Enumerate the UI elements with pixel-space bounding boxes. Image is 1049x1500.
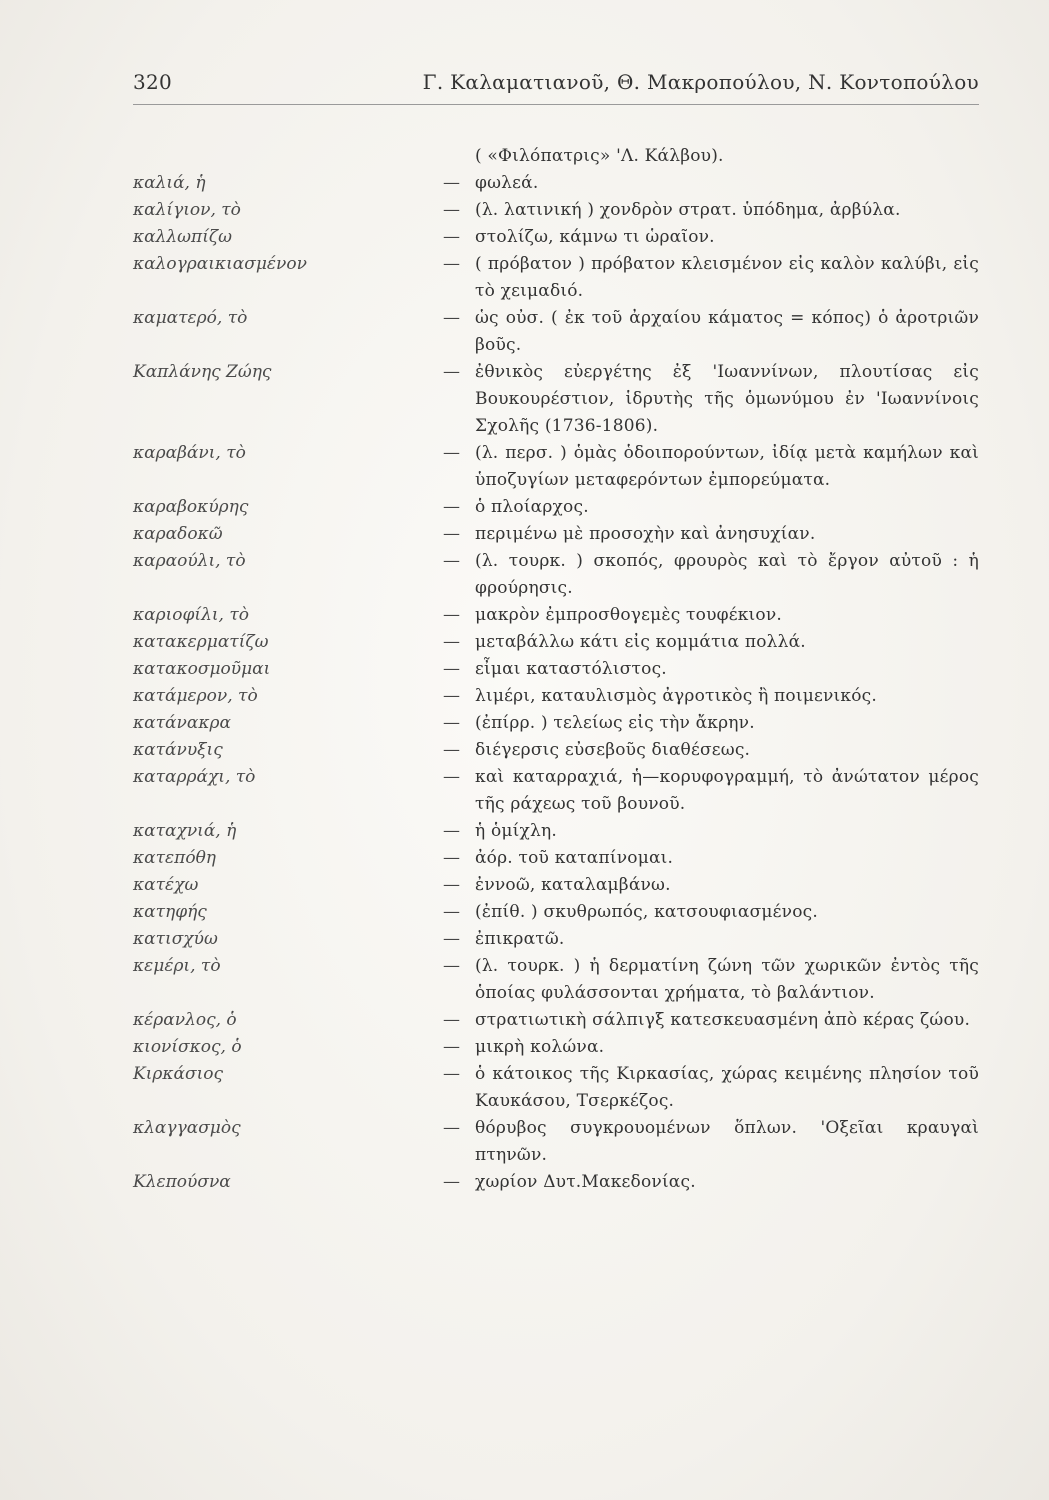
entry-definition: (ἐπίρρ. ) τελείως εἰς τὴν ἄκρην. <box>475 713 755 733</box>
entry-term: καλλωπίζω <box>133 227 232 247</box>
entry-definition: περιμένω μὲ προσοχὴν καὶ ἀνησυχίαν. <box>475 524 816 544</box>
entry-term: καραβοκύρης <box>133 497 249 517</box>
entry-definition: λιμέρι, καταυλισμὸς ἀγροτικὸς ἢ ποιμενικός. <box>475 686 877 706</box>
entry-dash: — <box>443 686 460 706</box>
entry-definition: μεταβάλλω κάτι εἰς κομμάτια πολλά. <box>475 632 806 652</box>
entry-dash: — <box>443 227 460 247</box>
entry-definition: μακρὸν ἐμπροσθογεμὲς τουφέκιον. <box>475 605 782 625</box>
entry-dash: — <box>443 713 460 733</box>
entry-definition: καὶ καταρραχιά, ἡ—κορυφογραμμή, τὸ ἀνώτατον μέρος τῆς ράχεως τοῦ βουνοῦ. <box>475 767 979 814</box>
glossary-entry <box>133 521 979 548</box>
entry-dash: — <box>443 848 460 868</box>
glossary-entry <box>133 899 979 926</box>
entry-term: κατηφής <box>133 902 207 922</box>
entry-dash: — <box>443 362 460 382</box>
glossary-entry <box>133 1034 979 1061</box>
entry-definition: (ἐπίθ. ) σκυθρωπός, κατσουφιασμένος. <box>475 902 818 922</box>
glossary-entries <box>133 143 979 1196</box>
entry-dash: — <box>443 443 460 463</box>
glossary-entry <box>133 224 979 251</box>
entry-dash: — <box>443 1010 460 1030</box>
entry-dash: — <box>443 929 460 949</box>
entry-dash: — <box>443 1064 460 1084</box>
entry-definition: ἡ ὁμίχλη. <box>475 821 558 841</box>
entry-definition: εἶμαι καταστόλιστος. <box>475 659 667 679</box>
entry-term: καριοφίλι, τὸ <box>133 605 249 625</box>
entry-definition: ἀόρ. τοῦ καταπίνομαι. <box>475 848 674 868</box>
entry-term: Κιρκάσιος <box>133 1064 224 1084</box>
entry-definition: ἐθνικὸς εὐεργέτης ἐξ 'Ιωαννίνων, πλουτίσας εἰς Βουκουρέστιον, ἱδρυτὴς τῆς ὁμωνύμου ἐν 'Ιωαννίνοις Σχολῆς (1736-1806). <box>475 362 979 436</box>
entry-term: κεμέρι, τὸ <box>133 956 221 976</box>
entry-definition: χωρίον Δυτ.Μακεδονίας. <box>475 1172 696 1192</box>
glossary-entry <box>133 494 979 521</box>
entry-dash: — <box>443 875 460 895</box>
entry-definition: θόρυβος συγκρουομένων ὅπλων. 'Οξεῖαι κραυγαὶ πτηνῶν. <box>475 1118 979 1165</box>
entry-term: καταχνιά, ἡ <box>133 821 237 841</box>
entry-dash: — <box>443 902 460 922</box>
glossary-entry <box>133 926 979 953</box>
glossary-entry <box>133 1061 979 1115</box>
entry-term: κιονίσκος, ὁ <box>133 1037 242 1057</box>
glossary-entry <box>133 170 979 197</box>
entry-dash: — <box>443 1037 460 1057</box>
glossary-entry <box>133 710 979 737</box>
entry-definition: ( πρόβατον ) πρόβατον κλεισμένον εἰς καλὸν καλύβι, εἰς τὸ χειμαδιό. <box>475 254 979 301</box>
running-title-authors: Γ. Καλαματιανοῦ, Θ. Μακροπούλου, Ν. Κοντοπούλου <box>422 70 979 94</box>
glossary-entry <box>133 953 979 1007</box>
entry-dash: — <box>443 173 460 193</box>
entry-dash: — <box>443 1172 460 1192</box>
entry-dash: — <box>443 605 460 625</box>
entry-definition: (λ. λατινική ) χονδρὸν στρατ. ὑπόδημα, ἀρβύλα. <box>475 200 901 220</box>
entry-term: κατακοσμοῦμαι <box>133 659 271 679</box>
entry-dash: — <box>443 308 460 328</box>
entry-term: κατισχύω <box>133 929 218 949</box>
entry-definition: (λ. τουρκ. ) σκοπός, φρουρὸς καὶ τὸ ἔργον αὐτοῦ : ἡ φρούρησις. <box>475 551 979 598</box>
glossary-entry <box>133 602 979 629</box>
entry-definition: φωλεά. <box>475 173 539 193</box>
entry-dash: — <box>443 740 460 760</box>
entry-dash: — <box>443 524 460 544</box>
glossary-entry <box>133 1007 979 1034</box>
entry-term: κατεπόθη <box>133 848 216 868</box>
glossary-entry <box>133 1169 979 1196</box>
entry-term: κατέχω <box>133 875 199 895</box>
entry-dash: — <box>443 200 460 220</box>
entry-term: κατάνακρα <box>133 713 231 733</box>
entry-dash: — <box>443 659 460 679</box>
entry-definition: ἐπικρατῶ. <box>475 929 565 949</box>
glossary-entry <box>133 845 979 872</box>
entry-definition: διέγερσις εὐσεβοῦς διαθέσεως. <box>475 740 751 760</box>
page-number: 320 <box>133 70 173 94</box>
running-header <box>133 70 979 94</box>
entry-definition: ( «Φιλόπατρις» 'Λ. Κάλβου). <box>475 146 724 166</box>
entry-definition: ἐννοῶ, καταλαμβάνω. <box>475 875 671 895</box>
glossary-entry <box>133 818 979 845</box>
entry-definition: ὁ πλοίαρχος. <box>475 497 589 517</box>
entry-term: καραβάνι, τὸ <box>133 443 246 463</box>
header-rule <box>133 104 979 105</box>
entry-dash: — <box>443 254 460 274</box>
entry-dash: — <box>443 632 460 652</box>
glossary-entry <box>133 305 979 359</box>
glossary-entry <box>133 764 979 818</box>
entry-term: καραδοκῶ <box>133 524 223 544</box>
entry-term: καλιά, ἡ <box>133 173 206 193</box>
entry-definition: μικρὴ κολώνα. <box>475 1037 605 1057</box>
glossary-entry <box>133 143 979 170</box>
glossary-entry <box>133 1115 979 1169</box>
entry-dash: — <box>443 821 460 841</box>
entry-definition: (λ. περσ. ) ὁμὰς ὁδοιπορούντων, ἰδίᾳ μετὰ καμήλων καὶ ὑποζυγίων μεταφερόντων ἐμπορεύματα. <box>475 443 979 490</box>
entry-term: καματερό, τὸ <box>133 308 248 328</box>
entry-term: καταρράχι, τὸ <box>133 767 256 787</box>
glossary-entry <box>133 683 979 710</box>
entry-definition: στολίζω, κάμνω τι ὡραῖον. <box>475 227 715 247</box>
glossary-entry <box>133 737 979 764</box>
glossary-entry <box>133 548 979 602</box>
glossary-entry <box>133 359 979 440</box>
entry-term: Καπλάνης Ζώης <box>133 362 272 382</box>
entry-term: καραούλι, τὸ <box>133 551 246 571</box>
entry-term: κλαγγασμὸς <box>133 1118 241 1138</box>
entry-term: κατάνυξις <box>133 740 223 760</box>
entry-definition: στρατιωτικὴ σάλπιγξ κατεσκευασμένη ἀπὸ κέρας ζώου. <box>475 1010 971 1030</box>
entry-definition: (λ. τουρκ. ) ἡ δερματίνη ζώνη τῶν χωρικῶν ἐντὸς τῆς ὁποίας φυλάσσονται χρήματα, τὸ βαλάντιον. <box>475 956 979 1003</box>
entry-term: κατακερματίζω <box>133 632 269 652</box>
entry-dash: — <box>443 956 460 976</box>
entry-dash: — <box>443 767 460 787</box>
entry-term: Κλεπούσνα <box>133 1172 231 1192</box>
entry-term: κατάμερον, τὸ <box>133 686 258 706</box>
entry-definition: ὡς οὐσ. ( ἐκ τοῦ ἀρχαίου κάματος = κόπος) ὁ ἀροτριῶν βοῦς. <box>475 308 979 355</box>
entry-dash: — <box>443 497 460 517</box>
glossary-entry <box>133 872 979 899</box>
glossary-entry <box>133 656 979 683</box>
glossary-entry <box>133 197 979 224</box>
entry-term: καλίγιον, τὸ <box>133 200 241 220</box>
entry-term: κέρανλος, ὁ <box>133 1010 237 1030</box>
glossary-entry <box>133 629 979 656</box>
entry-definition: ὁ κάτοικος τῆς Κιρκασίας, χώρας κειμένης πλησίον τοῦ Καυκάσου, Τσερκέζος. <box>475 1064 979 1111</box>
glossary-entry <box>133 440 979 494</box>
entry-term: καλογραικιασμένον <box>133 254 307 274</box>
entry-dash: — <box>443 551 460 571</box>
glossary-entry <box>133 251 979 305</box>
entry-dash: — <box>443 1118 460 1138</box>
